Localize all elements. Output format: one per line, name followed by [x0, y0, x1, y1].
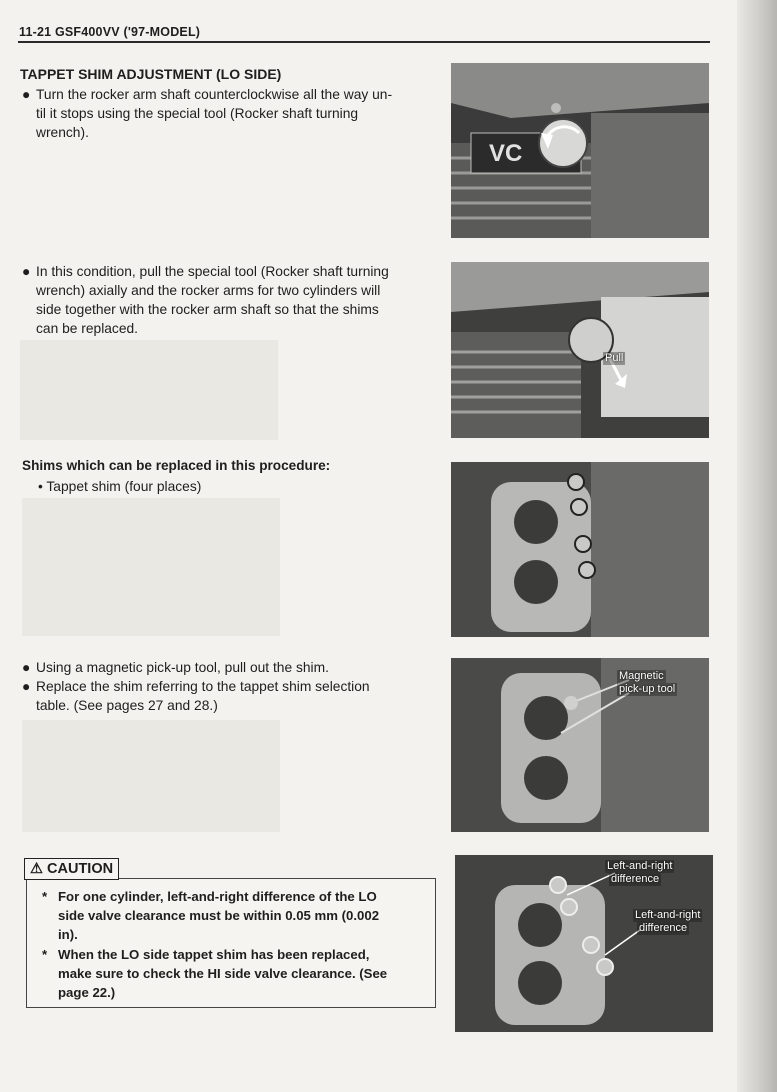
bullet-icon: ● — [22, 660, 31, 675]
photo-tappet-shims — [451, 462, 709, 637]
caution-line: in). — [58, 927, 78, 942]
caution-line: make sure to check the HI side valve clearance. (See — [58, 966, 388, 981]
page-binding-shadow — [737, 0, 777, 1092]
step-line: til it stops using the special tool (Rocker shaft turning — [36, 106, 359, 121]
step-line: In this condition, pull the special tool (Rocker shaft turning — [36, 264, 389, 279]
photo-pull-tool — [451, 262, 709, 438]
bullet-icon: ● — [22, 87, 31, 102]
header-rule — [18, 41, 710, 43]
step-line: table. (See pages 27 and 28.) — [36, 698, 218, 713]
shims-heading: Shims which can be replaced in this procedure: — [22, 458, 331, 473]
step-line: Replace the shim referring to the tappet shim selection — [36, 679, 370, 694]
difference-label-2a: Left-and-right — [635, 909, 701, 921]
step-1 — [22, 85, 432, 142]
caution-title: ⚠ CAUTION — [24, 858, 119, 880]
asterisk-icon: * — [42, 889, 48, 904]
step-line: can be replaced. — [36, 321, 139, 336]
step-2 — [22, 262, 432, 338]
bullet-icon: ● — [22, 679, 31, 694]
photo-rocker-shaft-turn — [451, 63, 709, 238]
bullet-icon: ● — [22, 264, 31, 279]
bleed-through-panel — [22, 498, 280, 636]
shims-item: • Tappet shim (four places) — [38, 479, 202, 494]
step-4 — [22, 677, 432, 715]
step-line: Turn the rocker arm shaft counterclockwise all the way un- — [36, 87, 393, 102]
step-line: Using a magnetic pick-up tool, pull out the shim. — [36, 660, 329, 675]
step-3 — [22, 658, 432, 677]
step-line: wrench) axially and the rocker arms for two cylinders will — [36, 283, 381, 298]
caution-item-1 — [42, 887, 428, 944]
caution-line: side valve clearance must be within 0.05 mm (0.002 — [58, 908, 380, 923]
caution-line: page 22.) — [58, 985, 116, 1000]
svg-text:VC: VC — [489, 140, 523, 167]
caution-line: When the LO side tappet shim has been replaced, — [58, 947, 370, 962]
asterisk-icon: * — [42, 947, 48, 962]
pull-label: Pull — [605, 352, 624, 364]
bleed-through-panel — [20, 340, 278, 440]
caution-line: For one cylinder, left-and-right difference of the LO — [58, 889, 377, 904]
bleed-through-panel — [22, 720, 280, 832]
photo-left-right-difference — [455, 855, 713, 1032]
difference-label-1a: Left-and-right — [607, 860, 673, 872]
difference-label-1b: difference — [611, 873, 660, 885]
section-title: TAPPET SHIM ADJUSTMENT (LO SIDE) — [20, 66, 282, 82]
page-header: 11-21 GSF400VV ('97-MODEL) — [19, 25, 201, 39]
step-line: wrench). — [36, 125, 89, 140]
difference-label-2b: difference — [639, 922, 688, 934]
step-line: side together with the rocker arm shaft so that the shims — [36, 302, 379, 317]
magnetic-label-line1: Magnetic — [619, 670, 664, 682]
photo-magnetic-tool — [451, 658, 709, 832]
magnetic-label-line2: pick-up tool — [619, 683, 676, 695]
caution-item-2 — [42, 945, 428, 1002]
